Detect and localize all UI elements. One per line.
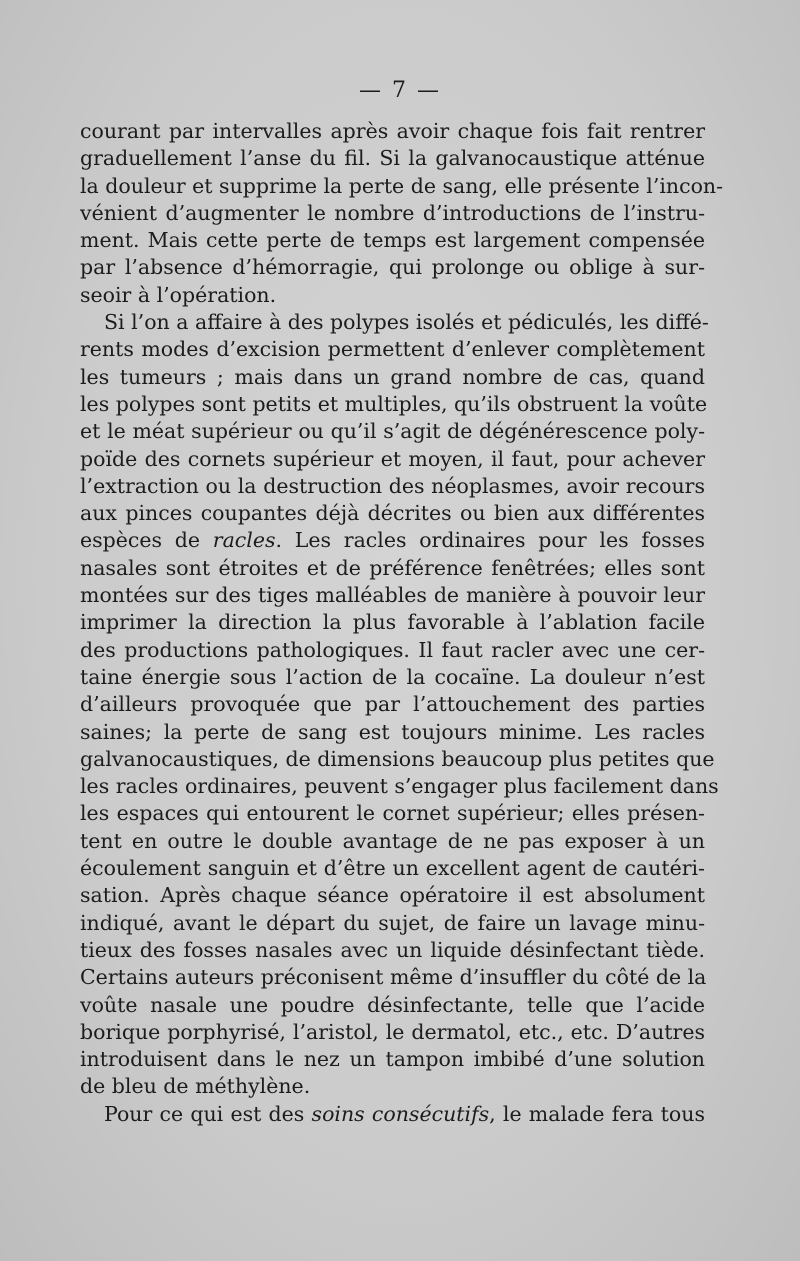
text-line: poïde des cornets supérieur et moyen, il faut, pour achever (80, 446, 705, 471)
text-line: les espaces qui entourent le cornet supérieur; elles présen- (80, 801, 705, 826)
text-line: les racles ordinaires, peuvent s’engager plus facilement dans (80, 774, 719, 799)
text-line: aux pinces coupantes déjà décrites ou bien aux différentes (80, 501, 705, 526)
text-line: nasales sont étroites et de préférence fenêtrées; elles sont (80, 555, 705, 580)
text-line: saines; la perte de sang est toujours minime. Les racles (80, 719, 705, 744)
text-line: montées sur des tiges malléables de manière à pouvoir leur (80, 583, 705, 608)
text-line: voûte nasale une poudre désinfectante, telle que l’acide (80, 992, 705, 1017)
emphasis-text: racles (212, 528, 276, 553)
text-line: Si l’on a affaire à des polypes isolés et pédiculés, les diffé- (104, 310, 709, 335)
text-line: courant par intervalles après avoir chaque fois fait rentrer (80, 119, 705, 143)
text-line: les polypes sont petits et multiples, qu’ils obstruent la voûte (80, 391, 708, 416)
text-line: graduellement l’anse du fil. Si la galvanocaustique atténue (80, 146, 705, 171)
text-segment: . Les racles ordinaires pour les fosses (275, 528, 705, 553)
page-number: — 7 — (359, 78, 441, 103)
text-line: Certains auteurs préconisent même d’insuffler du côté de la (80, 965, 707, 990)
text-line: d’ailleurs provoquée que par l’attouchement des parties (80, 692, 705, 717)
text-line: galvanocaustiques, de dimensions beaucoup plus petites que (80, 746, 715, 771)
text-line: écoulement sanguin et d’être un excellent agent de cautéri- (80, 856, 705, 881)
text-line: de bleu de méthylène. (80, 1074, 311, 1099)
text-line: des productions pathologiques. Il faut racler avec une cer- (80, 637, 705, 662)
text-line: la douleur et supprime la perte de sang, elle présente l’incon- (80, 173, 724, 198)
text-line: par l’absence d’hémorragie, qui prolonge ou oblige à sur- (80, 255, 705, 280)
text-line: rents modes d’excision permettent d’enlever complètement (80, 337, 705, 362)
body-text (80, 118, 724, 1128)
text-line: borique porphyrisé, l’aristol, le dermatol, etc., etc. D’autres (80, 1019, 705, 1044)
text-segment: espèces de (80, 528, 213, 553)
text-line: tent en outre le double avantage de ne pas exposer à un (80, 828, 705, 853)
text-line: et le méat supérieur ou qu’il s’agit de dégénérescence poly- (80, 419, 705, 444)
text-line (80, 1101, 705, 1128)
text-segment: Pour ce qui est des (104, 1101, 312, 1126)
text-line (80, 527, 705, 554)
text-line: tieux des fosses nasales avec un liquide désinfectant tiède. (80, 937, 705, 962)
text-line: ment. Mais cette perte de temps est largement compensée (80, 228, 705, 253)
text-segment: , le malade fera tous (489, 1101, 705, 1126)
text-line: vénient d’augmenter le nombre d’introductions de l’instru- (80, 200, 705, 225)
text-line: sation. Après chaque séance opératoire il est absolument (80, 883, 705, 908)
text-line: l’extraction ou la destruction des néoplasmes, avoir recours (80, 473, 705, 498)
text-line: taine énergie sous l’action de la cocaïne. La douleur n’est (80, 664, 705, 689)
text-line: imprimer la direction la plus favorable à l’ablation facile (80, 610, 705, 635)
emphasis-text: soins consécutifs (311, 1101, 490, 1126)
text-line: indiqué, avant le départ du sujet, de faire un lavage minu- (80, 910, 705, 935)
text-line: les tumeurs ; mais dans un grand nombre de cas, quand (80, 364, 705, 389)
text-line: introduisent dans le nez un tampon imbibé d’une solution (80, 1047, 705, 1072)
text-line: seoir à l’opération. (80, 282, 277, 307)
